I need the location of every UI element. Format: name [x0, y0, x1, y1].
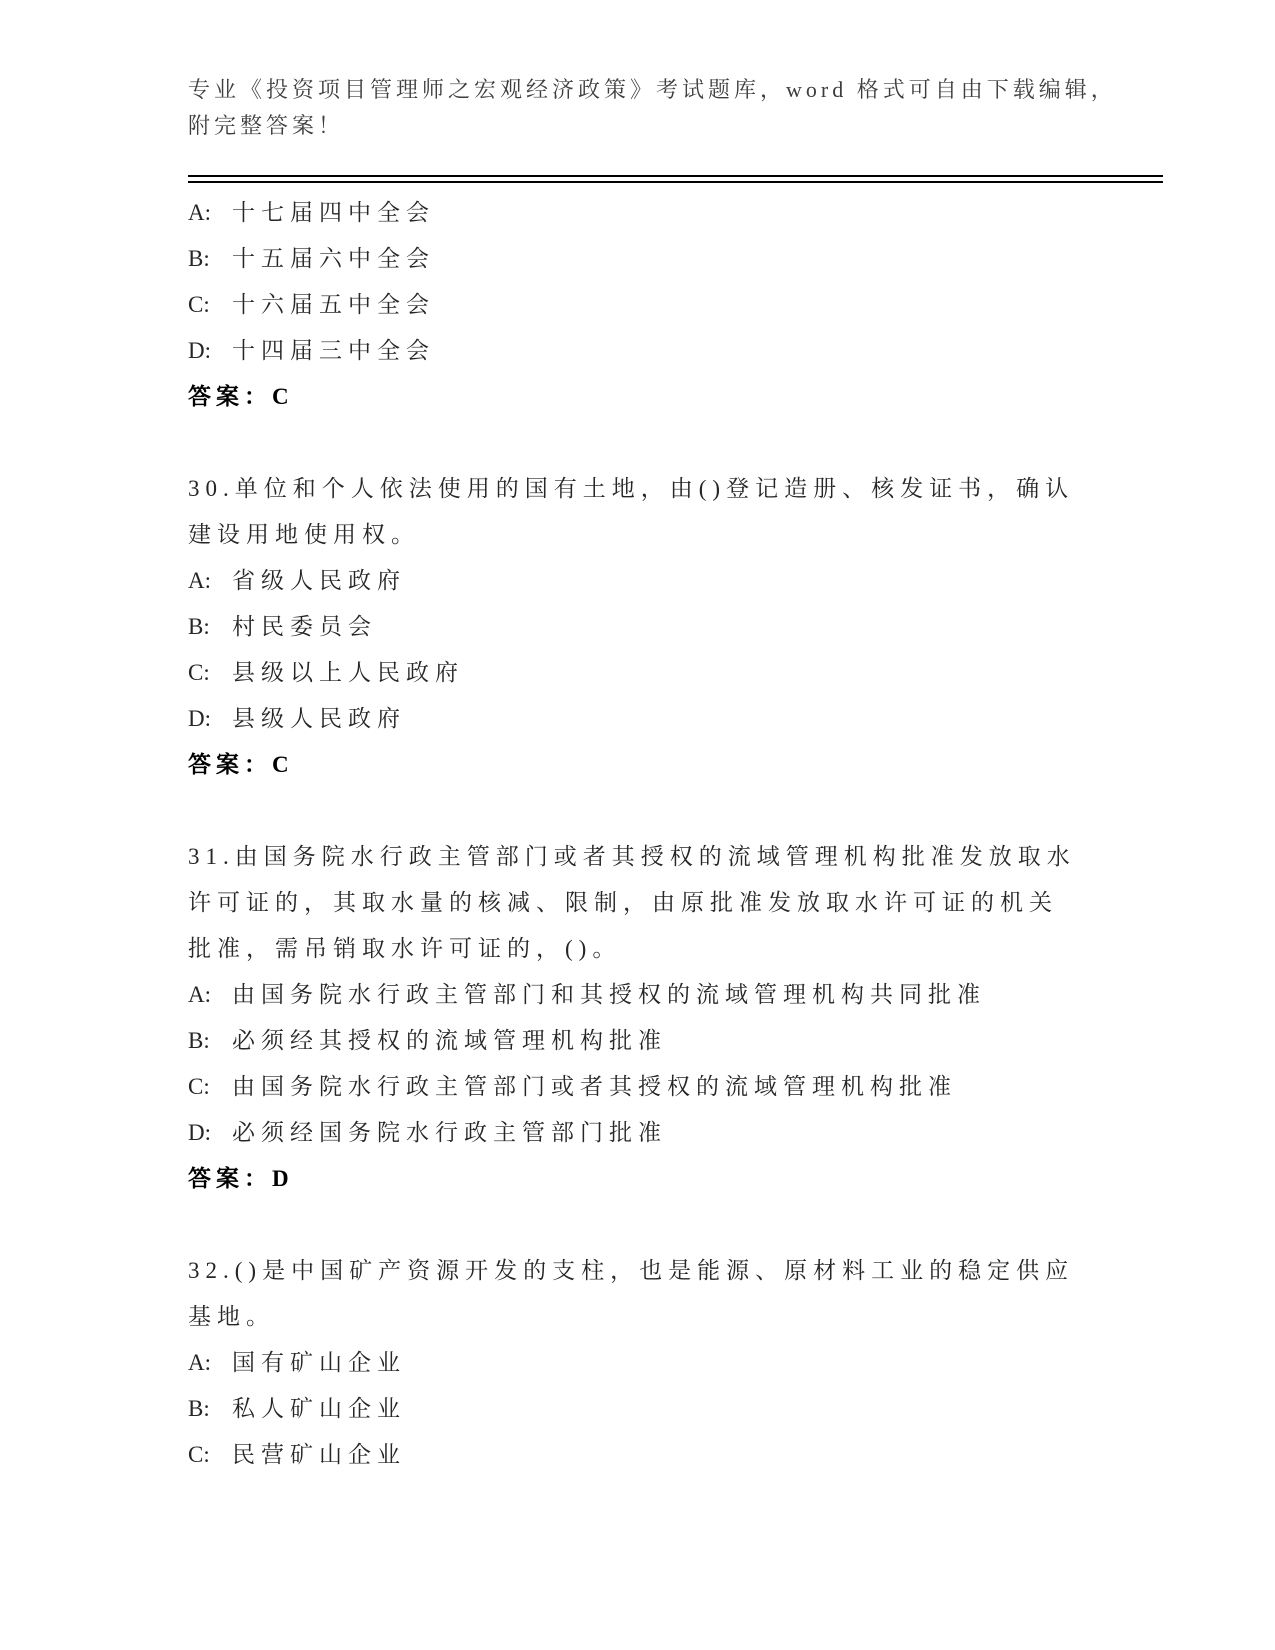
option-text: 十六届五中全会 — [232, 292, 435, 317]
option-label: C: — [188, 1442, 210, 1467]
option-label: B: — [188, 246, 210, 271]
option-text: 必须经国务院水行政主管部门批准 — [232, 1120, 667, 1145]
option-row — [188, 282, 1128, 328]
option-row — [188, 972, 1128, 1018]
option-row — [188, 1340, 1128, 1386]
question-block — [188, 1248, 1128, 1478]
option-label: D: — [188, 706, 211, 731]
question-block — [188, 466, 1128, 788]
option-text: 民营矿山企业 — [232, 1442, 406, 1467]
option-label: B: — [188, 614, 210, 639]
option-row — [188, 696, 1128, 742]
option-text: 省级人民政府 — [232, 568, 406, 593]
option-row — [188, 1110, 1128, 1156]
question-text-line: 31.由国务院水行政主管部门或者其授权的流域管理机构批准发放取水 — [188, 844, 1076, 869]
question-text-line: 许可证的，其取水量的核减、限制，由原批准发放取水许可证的机关 — [188, 890, 1058, 915]
option-text: 国有矿山企业 — [232, 1350, 406, 1375]
question-text-line: 基地。 — [188, 1304, 275, 1329]
option-text: 十四届三中全会 — [232, 338, 435, 363]
option-label: C: — [188, 660, 210, 685]
option-label: A: — [188, 1350, 211, 1375]
option-row — [188, 1018, 1128, 1064]
option-label: A: — [188, 982, 211, 1007]
option-label: C: — [188, 292, 210, 317]
option-label: D: — [188, 338, 211, 363]
option-label: D: — [188, 1120, 211, 1145]
option-label: A: — [188, 200, 211, 225]
option-row — [188, 1386, 1128, 1432]
option-label: C: — [188, 1074, 210, 1099]
header-divider-double-line — [188, 175, 1163, 183]
option-text: 村民委员会 — [232, 614, 377, 639]
option-row — [188, 1064, 1128, 1110]
question-text-line: 批准，需吊销取水许可证的，()。 — [188, 936, 622, 961]
option-row — [188, 650, 1128, 696]
answer-line: 答案：C — [188, 384, 294, 409]
option-text: 县级人民政府 — [232, 706, 406, 731]
header-text-line-1: 专业《投资项目管理师之宏观经济政策》考试题库，word 格式可自由下载编辑， — [188, 77, 1117, 102]
option-text: 县级以上人民政府 — [232, 660, 464, 685]
option-text: 必须经其授权的流域管理机构批准 — [232, 1028, 667, 1053]
answer-line: 答案：D — [188, 1166, 294, 1191]
option-text: 十七届四中全会 — [232, 200, 435, 225]
option-label: B: — [188, 1028, 210, 1053]
option-row — [188, 328, 1128, 374]
question-text-line: 30.单位和个人依法使用的国有土地，由()登记造册、核发证书，确认 — [188, 476, 1075, 501]
page-header — [188, 72, 1138, 144]
question-text-line: 32.()是中国矿产资源开发的支柱，也是能源、原材料工业的稳定供应 — [188, 1258, 1075, 1283]
answer-line: 答案：C — [188, 752, 294, 777]
question-text-line: 建设用地使用权。 — [188, 522, 420, 547]
option-row — [188, 190, 1128, 236]
document-body — [188, 190, 1128, 1478]
option-text: 由国务院水行政主管部门或者其授权的流域管理机构批准 — [232, 1074, 957, 1099]
option-label: B: — [188, 1396, 210, 1421]
option-text: 十五届六中全会 — [232, 246, 435, 271]
option-text: 由国务院水行政主管部门和其授权的流域管理机构共同批准 — [232, 982, 986, 1007]
option-row — [188, 1432, 1128, 1478]
question-block — [188, 190, 1128, 420]
header-text-line-2: 附完整答案！ — [188, 113, 345, 138]
question-block — [188, 834, 1128, 1202]
option-text: 私人矿山企业 — [232, 1396, 406, 1421]
option-row — [188, 604, 1128, 650]
option-row — [188, 236, 1128, 282]
option-label: A: — [188, 568, 211, 593]
option-row — [188, 558, 1128, 604]
